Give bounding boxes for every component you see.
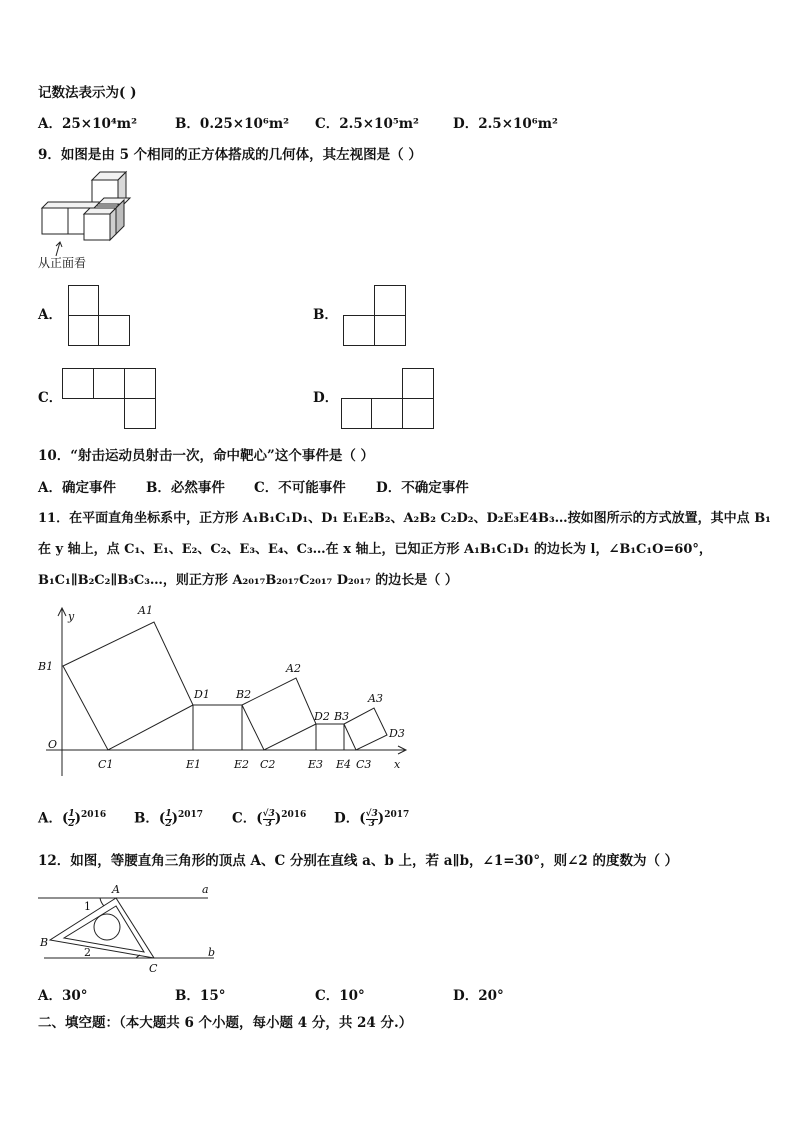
q11-option-d[interactable]: D．( $\frac{√3}{3}$ )$^{2017}$ xyxy=(334,808,410,829)
angle-1-arc xyxy=(100,898,104,906)
label-x: x xyxy=(394,758,401,771)
q12-option-c[interactable]: C．10° xyxy=(315,988,365,1004)
q11-stem-line3: B₁C₁∥B₂C₂∥B₃C₃…，则正方形 A₂₀₁₇B₂₀₁₇C₂₀₁₇ D₂₀₁₇ 的边长是（ ） xyxy=(38,573,458,588)
q10-stem: 10．“射击运动员射击一次，命中靶心”这个事件是（ ） xyxy=(38,448,375,464)
label-d2: D2 xyxy=(314,710,330,723)
label-b3: B3 xyxy=(334,710,350,723)
label-c-vertex: C xyxy=(149,962,158,975)
label-line-b: b xyxy=(208,946,216,959)
q10-option-d[interactable]: D．不确定事件 xyxy=(376,480,469,496)
label-d3: D3 xyxy=(389,727,405,740)
inner-circle xyxy=(94,914,120,940)
q8-option-b[interactable]: B．0.25×10⁶m² xyxy=(175,116,290,132)
label-b2: B2 xyxy=(236,688,252,701)
square-1 xyxy=(63,622,193,750)
q11-squares-figure xyxy=(36,600,416,778)
label-a3: A3 xyxy=(368,692,383,705)
label-c1: C1 xyxy=(98,758,114,771)
q9-front-view-label: 从正面看 xyxy=(38,256,87,270)
q12-stem: 12．如图，等腰直角三角形的顶点 A、C 分别在直线 a、b 上，若 a∥b，∠1=30°，则∠2 的度数为（ ） xyxy=(38,853,679,869)
triangle-abc xyxy=(50,898,154,958)
label-e1: E1 xyxy=(186,758,202,771)
square-3 xyxy=(344,708,387,750)
q11-option-c[interactable]: C．( $\frac{√3}{3}$ )$^{2016}$ xyxy=(232,808,307,829)
q9-option-b-figure[interactable] xyxy=(343,285,406,346)
label-e3: E3 xyxy=(308,758,324,771)
q10-option-a[interactable]: A．确定事件 xyxy=(38,480,116,496)
q9-option-c-letter[interactable]: C． xyxy=(38,390,63,406)
q9-stem: 9．如图是由 5 个相同的正方体搭成的几何体，其左视图是（ ） xyxy=(38,147,422,163)
label-line-a: a xyxy=(202,883,209,896)
label-e4: E4 xyxy=(336,758,352,771)
q8-option-d[interactable]: D．2.5×10⁶m² xyxy=(453,116,558,132)
label-y: y xyxy=(68,610,75,623)
q10-option-b[interactable]: B．必然事件 xyxy=(146,480,225,496)
label-a2: A2 xyxy=(286,662,301,675)
label-angle-1: 1 xyxy=(84,900,91,913)
q11-option-a[interactable]: A．( $\frac{1}{2}$ )$^{2016}$ xyxy=(38,808,107,829)
q9-option-a-figure[interactable] xyxy=(68,285,130,346)
triangle-inner xyxy=(64,906,144,952)
label-c2: C2 xyxy=(260,758,276,771)
q12-triangle-figure xyxy=(36,880,226,976)
q11-stem-line1: 11．在平面直角坐标系中，正方形 A₁B₁C₁D₁、D₁ E₁E₂B₂、A₂B₂ C₂D₂、D₂E₃E4B₃…按如图所示的方式放置，其中点 B₁ xyxy=(38,511,771,526)
label-b1: B1 xyxy=(38,660,54,673)
label-o: O xyxy=(48,738,58,751)
label-b-vertex: B xyxy=(40,936,49,949)
square-e3e4 xyxy=(316,724,344,750)
square-2 xyxy=(242,678,316,750)
q12-option-b[interactable]: B．15° xyxy=(175,988,226,1004)
q8-stem-tail: 记数法表示为( ) xyxy=(38,85,137,101)
label-a-vertex: A xyxy=(112,883,120,896)
q12-option-a[interactable]: A．30° xyxy=(38,988,88,1004)
label-angle-2: 2 xyxy=(84,946,91,959)
q11-option-b[interactable]: B．( $\frac{1}{2}$ )$^{2017}$ xyxy=(134,808,204,829)
q9-option-c-figure[interactable] xyxy=(62,368,156,429)
section2-heading: 二、填空题：（本大题共 6 个小题，每小题 4 分，共 24 分.） xyxy=(38,1015,413,1031)
q11-stem-line2: 在 y 轴上，点 C₁、E₁、E₂、C₂、E₃、E₄、C₃…在 x 轴上，已知正方形 A₁B₁C₁D₁ 的边长为 l，∠B₁C₁O=60°， xyxy=(38,542,712,557)
label-c3: C3 xyxy=(356,758,372,771)
square-e1e2 xyxy=(193,705,242,750)
q10-option-c[interactable]: C．不可能事件 xyxy=(254,480,346,496)
label-e2: E2 xyxy=(234,758,250,771)
q9-option-d-figure[interactable] xyxy=(341,368,434,429)
q9-option-b-letter[interactable]: B． xyxy=(313,307,338,323)
q8-option-c[interactable]: C．2.5×10⁵m² xyxy=(315,116,419,132)
q12-option-d[interactable]: D．20° xyxy=(453,988,504,1004)
label-a1: A1 xyxy=(138,604,153,617)
q8-option-a[interactable]: A．25×10⁴m² xyxy=(38,116,137,132)
q9-option-a-letter[interactable]: A． xyxy=(38,307,62,323)
label-d1: D1 xyxy=(194,688,210,701)
q9-option-d-letter[interactable]: D． xyxy=(313,390,339,406)
